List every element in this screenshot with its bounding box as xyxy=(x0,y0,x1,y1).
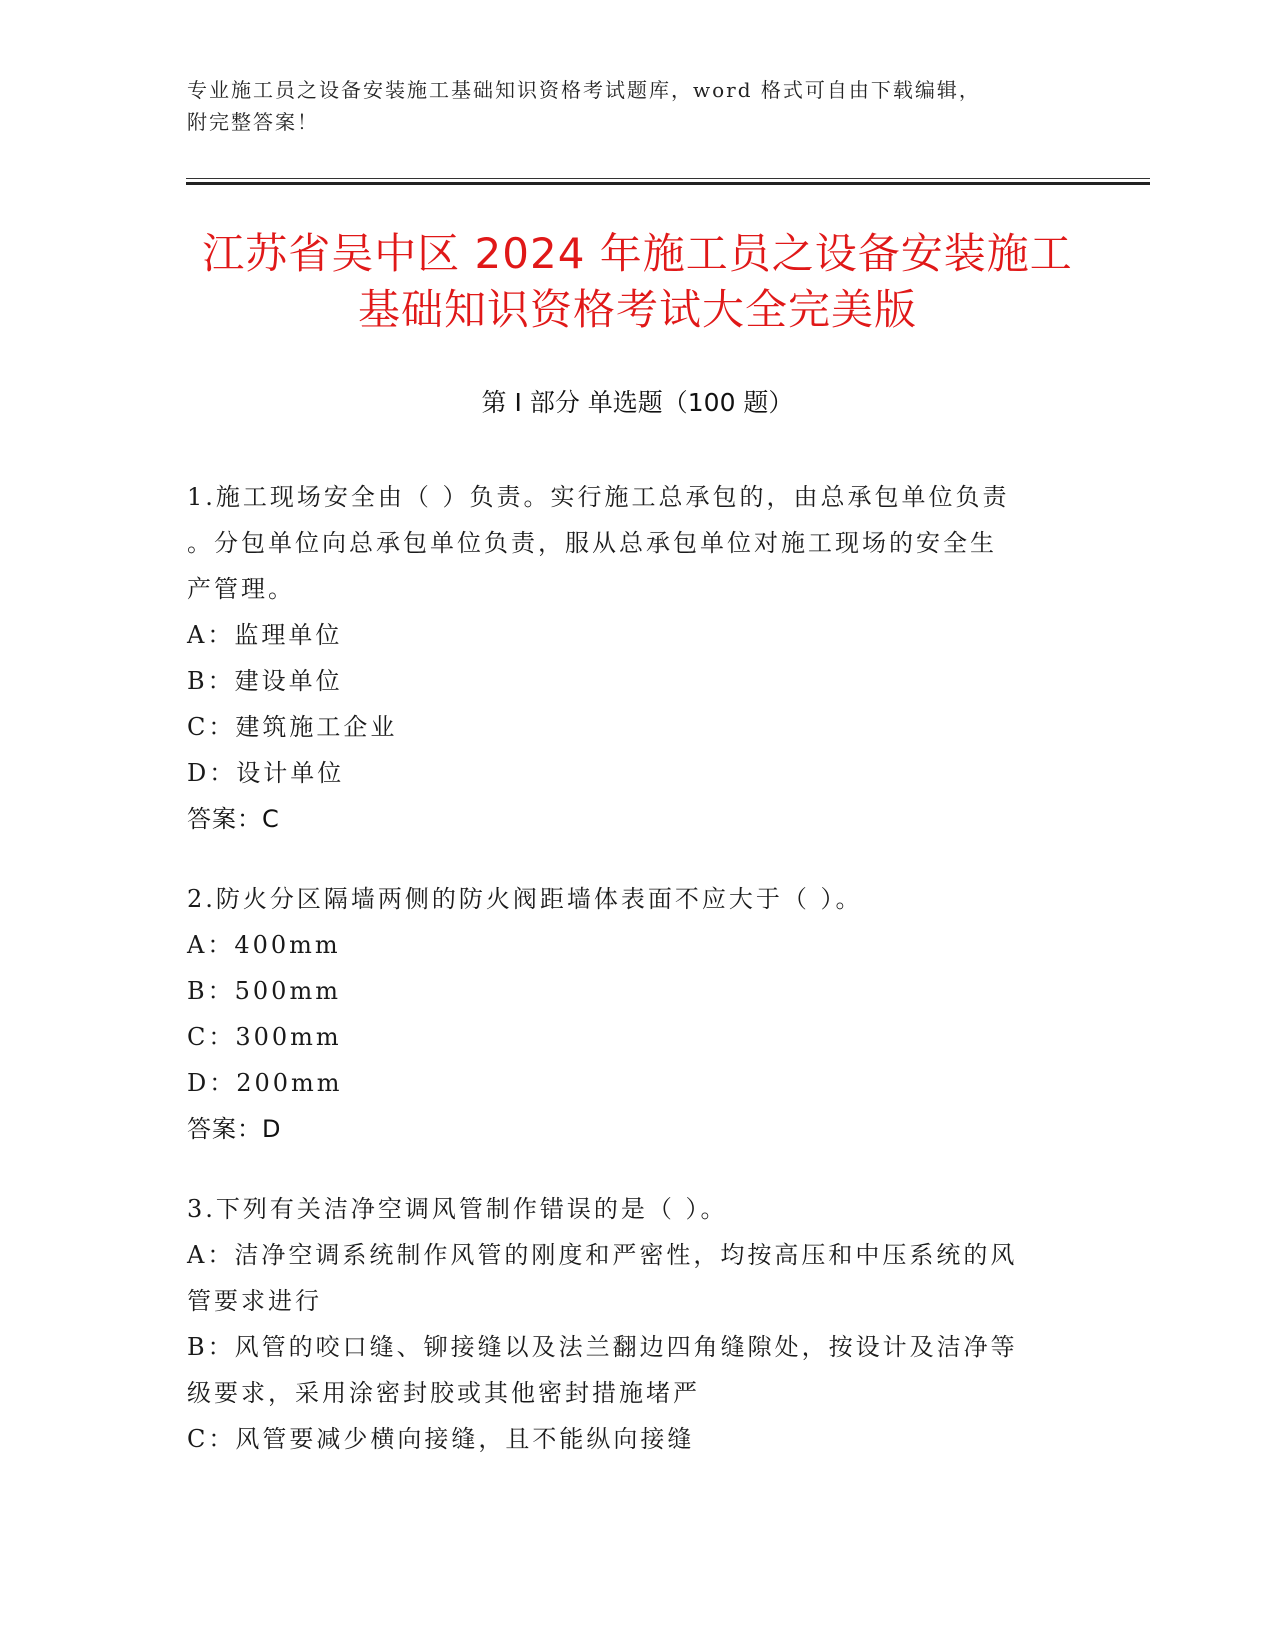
header-divider-thin xyxy=(186,178,1150,179)
question-1 xyxy=(187,474,1067,842)
header-note-line-2: 附完整答案！ xyxy=(187,110,319,134)
question-3-option-a-line-1: A：洁净空调系统制作风管的刚度和严密性，均按高压和中压系统的风 xyxy=(187,1241,1018,1269)
question-1-option-c: C：建筑施工企业 xyxy=(187,713,398,741)
question-3-stem-line-1: 3.下列有关洁净空调风管制作错误的是（ ）。 xyxy=(187,1195,728,1223)
question-2-option-c: C：300mm xyxy=(187,1023,342,1051)
document-title xyxy=(160,226,1115,338)
question-3-option-a-line-2: 管要求进行 xyxy=(187,1287,322,1315)
question-1-answer: 答案：C xyxy=(187,805,280,833)
header-divider-thick xyxy=(186,182,1150,185)
document-title-line-1: 江苏省吴中区 2024 年施工员之设备安装施工 xyxy=(202,229,1073,278)
question-list xyxy=(187,474,1067,1496)
header-note-line-1: 专业施工员之设备安装施工基础知识资格考试题库，word 格式可自由下载编辑， xyxy=(187,78,981,102)
document-title-line-2: 基础知识资格考试大全完美版 xyxy=(357,285,917,334)
header-note xyxy=(187,74,1087,138)
question-3-option-c-line-1: C：风管要减少横向接缝，且不能纵向接缝 xyxy=(187,1425,695,1453)
question-1-option-a: A：监理单位 xyxy=(187,621,343,649)
section-heading: 第 I 部分 单选题（100 题） xyxy=(481,388,794,417)
question-2-option-a: A：400mm xyxy=(187,931,341,959)
question-1-option-b: B：建设单位 xyxy=(187,667,343,695)
question-3-option-b-line-1: B：风管的咬口缝、铆接缝以及法兰翻边四角缝隙处，按设计及洁净等 xyxy=(187,1333,1018,1361)
question-1-stem-line-3: 产管理。 xyxy=(187,575,295,603)
question-3-option-b-line-2: 级要求，采用涂密封胶或其他密封措施堵严 xyxy=(187,1379,700,1407)
question-1-stem-line-1: 1.施工现场安全由（ ）负责。实行施工总承包的，由总承包单位负责 xyxy=(187,483,1010,511)
question-3 xyxy=(187,1186,1067,1462)
question-1-option-d: D：设计单位 xyxy=(187,759,345,787)
question-2-stem-line-1: 2.防火分区隔墙两侧的防火阀距墙体表面不应大于（ ）。 xyxy=(187,885,863,913)
question-2 xyxy=(187,876,1067,1152)
question-2-option-b: B：500mm xyxy=(187,977,341,1005)
question-2-answer: 答案：D xyxy=(187,1115,282,1143)
question-1-stem-line-2: 。分包单位向总承包单位负责，服从总承包单位对施工现场的安全生 xyxy=(187,529,997,557)
question-2-option-d: D：200mm xyxy=(187,1069,343,1097)
